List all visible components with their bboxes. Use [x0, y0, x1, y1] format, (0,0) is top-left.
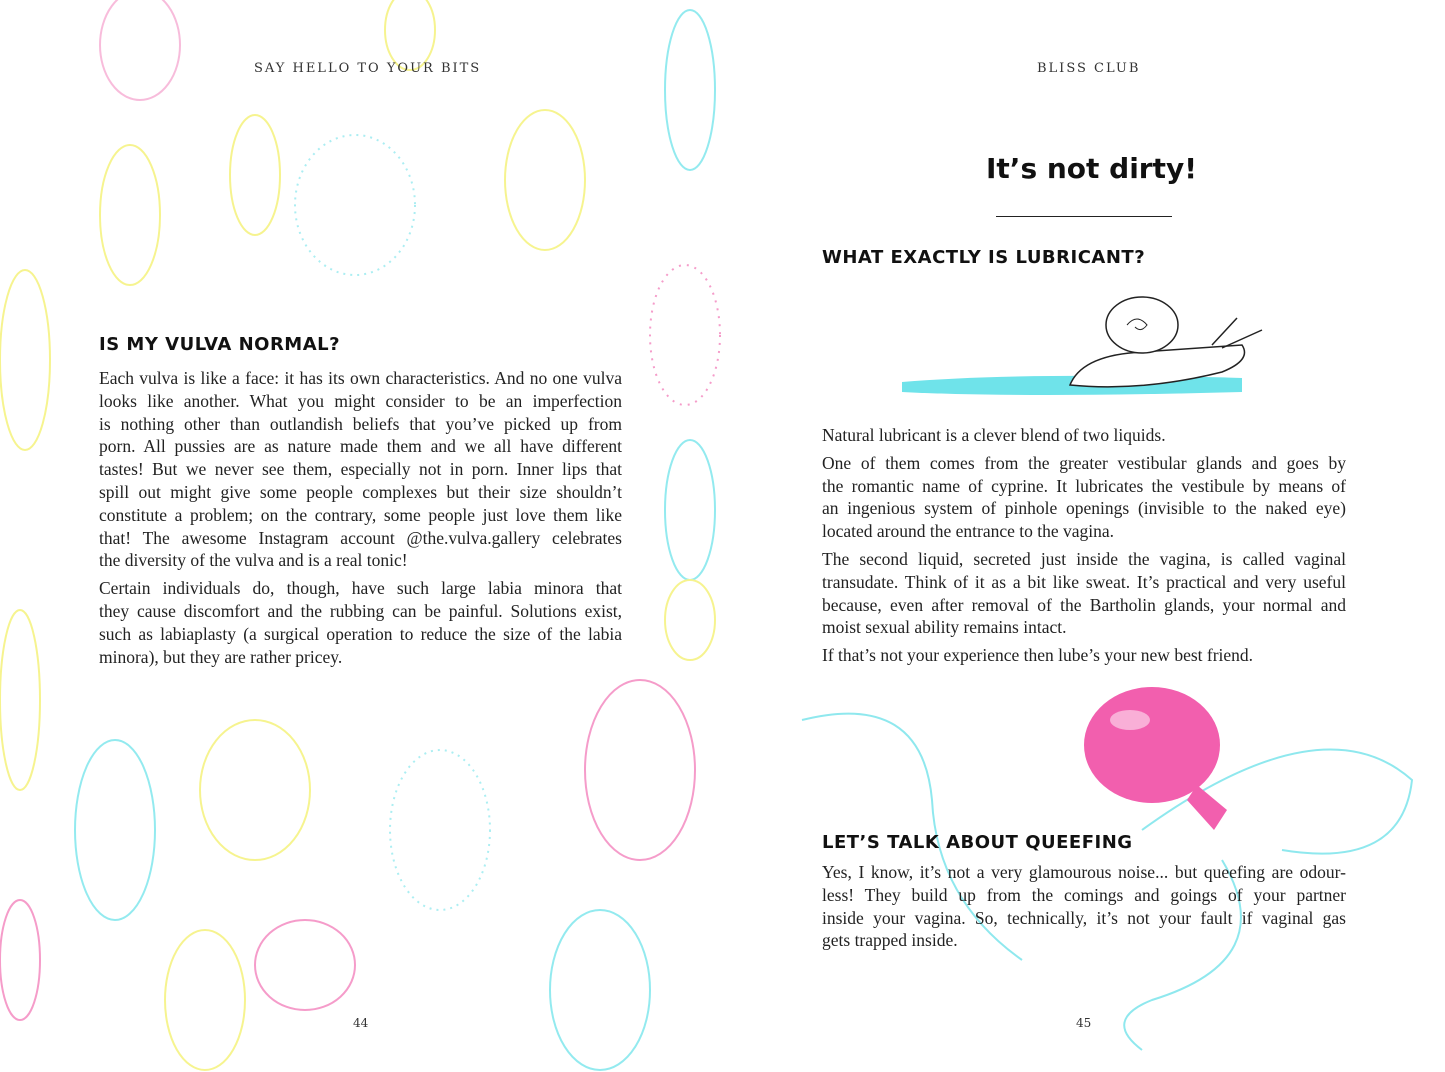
- text-line: Each vulva is like a face: it has its own characteristics. And no one vulva: [99, 368, 622, 388]
- text-line: The second liquid, secreted just inside the vagina, is called vaginal: [822, 548, 1346, 569]
- text-line: that! The awesome Instagram account @the.vulva.gallery celebrates: [99, 527, 622, 548]
- section-heading-queefing: LET’S TALK ABOUT QUEEFING: [822, 832, 1133, 853]
- body-text-queefing: [822, 861, 1346, 957]
- text-line: looks like another. What you might consider to be an imperfection: [99, 390, 622, 411]
- text-line: an ingenious system of pinhole openings (invisible to the naked eye): [822, 498, 1346, 519]
- text-line: If that’s not your experience then lube’s your new best friend.: [822, 645, 1254, 666]
- text-line: minora), but they are rather pricey.: [99, 646, 343, 667]
- running-head: SAY HELLO TO YOUR BITS: [254, 61, 482, 76]
- left-page: [0, 0, 722, 1072]
- text-line: such as labiaplasty (a surgical operation to reduce the size of the labia: [99, 623, 622, 644]
- section-heading-lubricant: WHAT EXACTLY IS LUBRICANT?: [822, 247, 1146, 268]
- paragraph: [99, 367, 622, 572]
- paragraph: [822, 424, 1346, 447]
- snail-illustration: [902, 297, 1262, 395]
- text-line: Natural lubricant is a clever blend of two liquids.: [822, 425, 1166, 445]
- paragraph: [99, 577, 622, 668]
- text-line: the romantic name of cyprine. It lubricates the vestibule by means of: [822, 475, 1346, 496]
- text-line: is nothing other than outlandish beliefs that you’ve picked up from: [99, 413, 622, 434]
- body-text: [99, 367, 622, 673]
- text-line: One of them comes from the greater vestibular glands and goes by: [822, 452, 1346, 473]
- page-title: It’s not dirty!: [986, 152, 1198, 185]
- running-head: BLISS CLUB: [1037, 61, 1141, 76]
- page-number: 45: [1076, 1016, 1092, 1030]
- text-line: constitute a problem; on the contrary, some people just love them like: [99, 504, 622, 525]
- text-line: transudate. Think of it as a bit like sweat. It’s practical and very useful: [822, 571, 1346, 592]
- balloon-illustration: [1084, 687, 1227, 830]
- paragraph: [822, 644, 1346, 667]
- text-line: because, even after removal of the Bartholin glands, your normal and: [822, 594, 1346, 615]
- text-line: gets trapped inside.: [822, 930, 958, 951]
- paragraph: [822, 861, 1346, 952]
- text-line: Yes, I know, it’s not a very glamourous noise... but queefing are odour-: [822, 862, 1346, 882]
- text-line: less! They build up from the comings and goings of your partner: [822, 884, 1346, 905]
- page-number: 44: [353, 1016, 369, 1030]
- body-text-lubricant: [822, 424, 1346, 672]
- text-line: spill out might give some people complexes but their size shouldn’t: [99, 481, 622, 502]
- paragraph: [822, 548, 1346, 639]
- text-line: moist sexual ability remains intact.: [822, 617, 1067, 638]
- right-page: [722, 0, 1445, 1072]
- text-line: located around the entrance to the vagina.: [822, 521, 1115, 542]
- text-line: tastes! But we never see them, especially not in porn. Inner lips that: [99, 459, 622, 480]
- text-line: inside your vagina. So, technically, it’s not your fault if vaginal gas: [822, 907, 1346, 928]
- title-divider: [996, 216, 1172, 217]
- text-line: porn. All pussies are as nature made them and we all have different: [99, 436, 622, 457]
- paragraph: [822, 452, 1346, 543]
- text-line: they cause discomfort and the rubbing can be painful. Solutions exist,: [99, 600, 622, 621]
- section-heading: IS MY VULVA NORMAL?: [99, 334, 341, 355]
- text-line: Certain individuals do, though, have such large labia minora that: [99, 578, 622, 599]
- text-line: the diversity of the vulva and is a real tonic!: [99, 550, 408, 571]
